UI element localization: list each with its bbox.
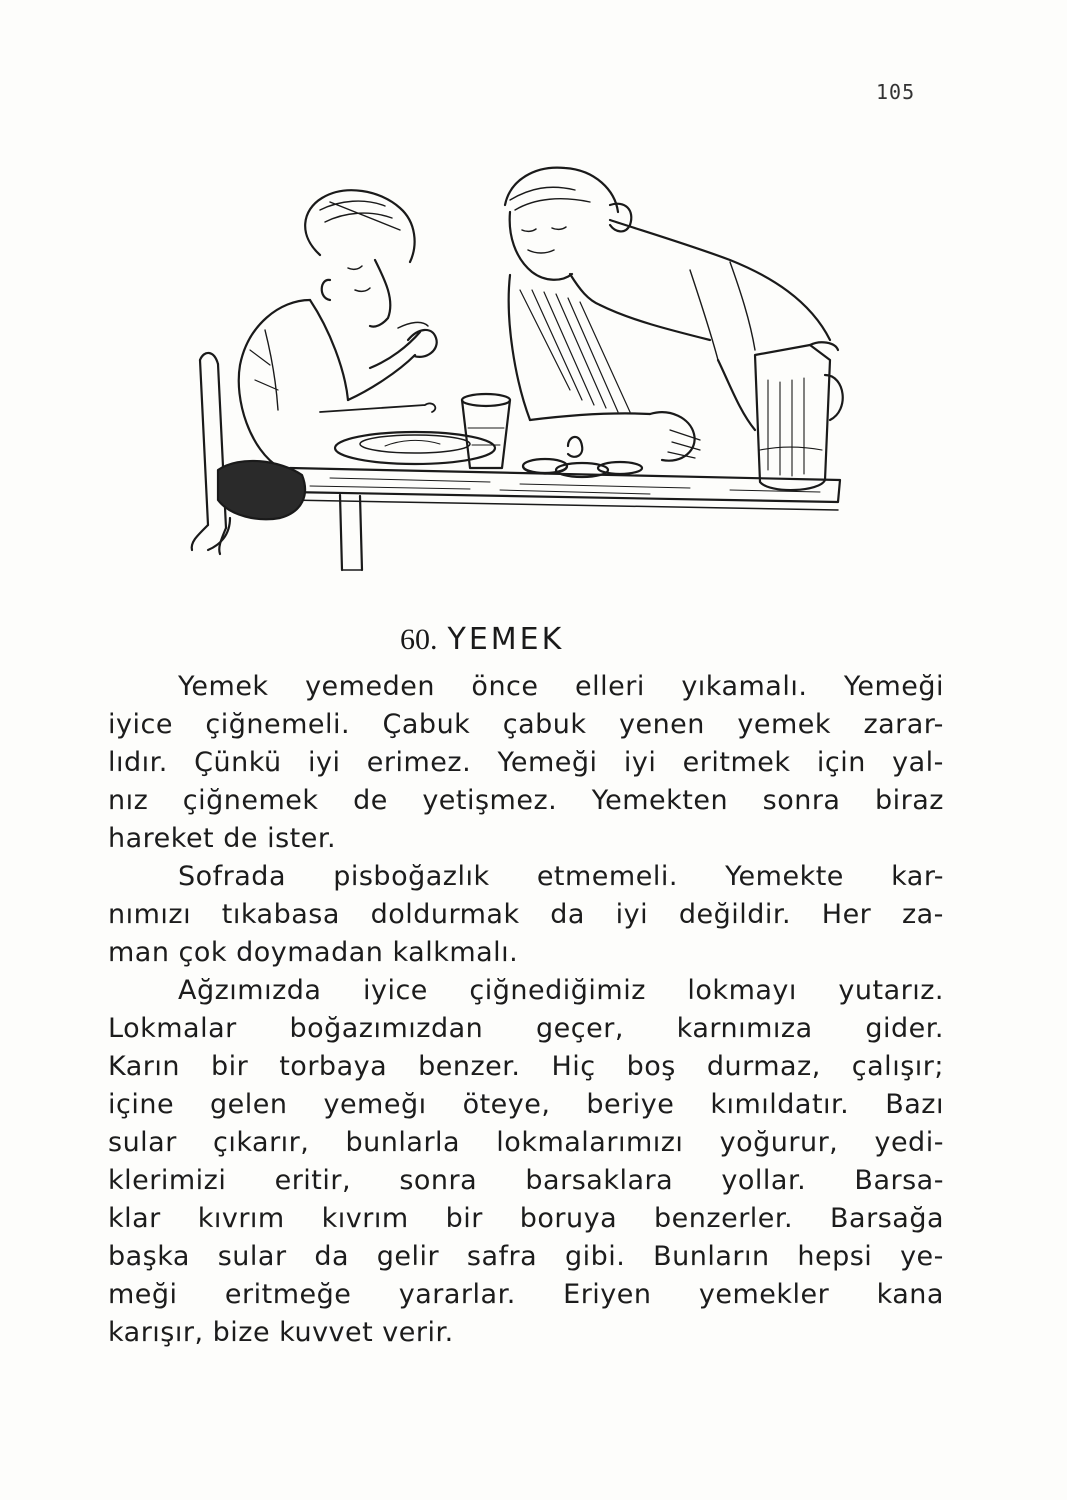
word: sonra <box>762 785 841 816</box>
word: barsaklara <box>525 1165 674 1196</box>
word: eritmeğe <box>224 1279 352 1310</box>
word: iyi <box>615 899 649 930</box>
word: meği <box>108 1279 178 1310</box>
word: sular <box>217 1241 287 1272</box>
word: boruya <box>519 1203 618 1234</box>
word: yedi- <box>874 1127 944 1158</box>
word: kana <box>876 1279 944 1310</box>
word: Sofrada <box>178 861 286 892</box>
word: sonra <box>399 1165 478 1196</box>
word: kar- <box>891 861 944 892</box>
word: önce <box>471 671 539 702</box>
text-line <box>108 1048 944 1086</box>
word: değildir. <box>678 899 792 930</box>
word: yemek <box>737 709 831 740</box>
word: sular <box>108 1127 177 1158</box>
word: nız <box>108 785 149 816</box>
body-text <box>108 668 944 1352</box>
word: klerimizi <box>108 1165 227 1196</box>
text-line <box>108 896 944 934</box>
word: etmemeli. <box>536 861 678 892</box>
word: durmaz, <box>706 1051 821 1082</box>
word: erimez. <box>366 747 472 778</box>
word: çiğnemek <box>182 785 319 816</box>
word: öteye, <box>462 1089 551 1120</box>
word: Ağzımızda <box>178 975 322 1006</box>
word: yenen <box>618 709 705 740</box>
text-line <box>108 1276 944 1314</box>
word: iyice <box>108 709 173 740</box>
word: nımızı <box>108 899 192 930</box>
word: lokmalarımızı <box>496 1127 684 1158</box>
word: Yemekte <box>725 861 844 892</box>
text-line <box>108 782 944 820</box>
word: lıdır. <box>108 747 168 778</box>
word: Barsağa <box>830 1203 944 1234</box>
text-line <box>108 706 944 744</box>
text-line <box>108 972 944 1010</box>
word: eritmek <box>682 747 791 778</box>
text-line <box>108 1162 944 1200</box>
word: za- <box>901 899 944 930</box>
word: Barsa- <box>854 1165 944 1196</box>
text-line <box>108 1200 944 1238</box>
word: Yemeği <box>497 747 598 778</box>
word: bir <box>210 1051 249 1082</box>
chapter-number: 60. <box>400 623 438 656</box>
word: zarar- <box>863 709 944 740</box>
word: safra <box>466 1241 538 1272</box>
word: beriye <box>586 1089 675 1120</box>
word: Yemekten <box>591 785 729 816</box>
word: hepsi <box>797 1241 873 1272</box>
word: ye- <box>900 1241 944 1272</box>
word: Yemek <box>178 671 269 702</box>
word: içine <box>108 1089 175 1120</box>
word: gelir <box>376 1241 440 1272</box>
word: elleri <box>575 671 645 702</box>
word: gibi. <box>564 1241 626 1272</box>
word: gider. <box>865 1013 944 1044</box>
word: çiğnemeli. <box>205 709 351 740</box>
word: de <box>353 785 388 816</box>
word: bir <box>445 1203 483 1234</box>
word: eritir, <box>274 1165 352 1196</box>
word: boş <box>626 1051 676 1082</box>
word: Bazı <box>885 1089 944 1120</box>
chapter-title <box>400 622 564 657</box>
word: çabuk <box>502 709 587 740</box>
word: karnımıza <box>676 1013 813 1044</box>
word: Eriyen <box>563 1279 652 1310</box>
text-line <box>108 744 944 782</box>
chapter-title-text: YEMEK <box>447 622 565 657</box>
word: kıvrım <box>197 1203 285 1234</box>
text-line: hareket de ister. <box>108 823 337 854</box>
text-line <box>108 1086 944 1124</box>
word: kımıldatır. <box>710 1089 850 1120</box>
word: benzer. <box>418 1051 521 1082</box>
word: kıvrım <box>321 1203 409 1234</box>
word: gelen <box>210 1089 288 1120</box>
word: benzerler. <box>654 1203 794 1234</box>
word: da <box>314 1241 350 1272</box>
word: Çünkü <box>194 747 282 778</box>
word: Hiç <box>551 1051 596 1082</box>
text-line <box>108 1010 944 1048</box>
word: Lokmalar <box>108 1013 237 1044</box>
word: geçer, <box>536 1013 624 1044</box>
word: lokmayı <box>687 975 797 1006</box>
word: yutarız. <box>838 975 944 1006</box>
word: Çabuk <box>382 709 471 740</box>
word: boğazımızdan <box>289 1013 484 1044</box>
word: Karın <box>108 1051 180 1082</box>
word: Bunların <box>653 1241 770 1272</box>
word: başka <box>108 1241 190 1272</box>
boy-and-woman-at-table-illustration <box>170 150 860 590</box>
word: da <box>550 899 585 930</box>
word: çıkarır, <box>213 1127 310 1158</box>
word: doldurmak <box>370 899 520 930</box>
word: Her <box>821 899 872 930</box>
word: bunlarla <box>345 1127 461 1158</box>
text-line <box>108 858 944 896</box>
word: Yemeği <box>843 671 944 702</box>
text-line: karışır, bize kuvvet verir. <box>108 1317 454 1348</box>
text-line <box>108 1238 944 1276</box>
word: yararlar. <box>398 1279 516 1310</box>
word: yollar. <box>721 1165 807 1196</box>
word: için <box>816 747 866 778</box>
word: yemeğı <box>323 1089 427 1120</box>
word: yıkamalı. <box>681 671 808 702</box>
word: iyice <box>362 975 428 1006</box>
word: klar <box>108 1203 161 1234</box>
word: tıkabasa <box>221 899 340 930</box>
word: yetişmez. <box>422 785 558 816</box>
text-line <box>108 668 944 706</box>
word: yemeden <box>305 671 435 702</box>
word: torbaya <box>279 1051 388 1082</box>
text-line <box>108 1124 944 1162</box>
text-line: man çok doymadan kalkmalı. <box>108 937 519 968</box>
word: çalışır; <box>851 1051 944 1082</box>
page-number: 105 <box>876 80 916 104</box>
word: iyi <box>307 747 341 778</box>
word: yemekler <box>698 1279 830 1310</box>
word: pisboğazlık <box>333 861 490 892</box>
word: biraz <box>874 785 944 816</box>
word: iyi <box>623 747 657 778</box>
word: yal- <box>892 747 944 778</box>
word: yoğurur, <box>719 1127 839 1158</box>
word: çiğnediğimiz <box>469 975 646 1006</box>
